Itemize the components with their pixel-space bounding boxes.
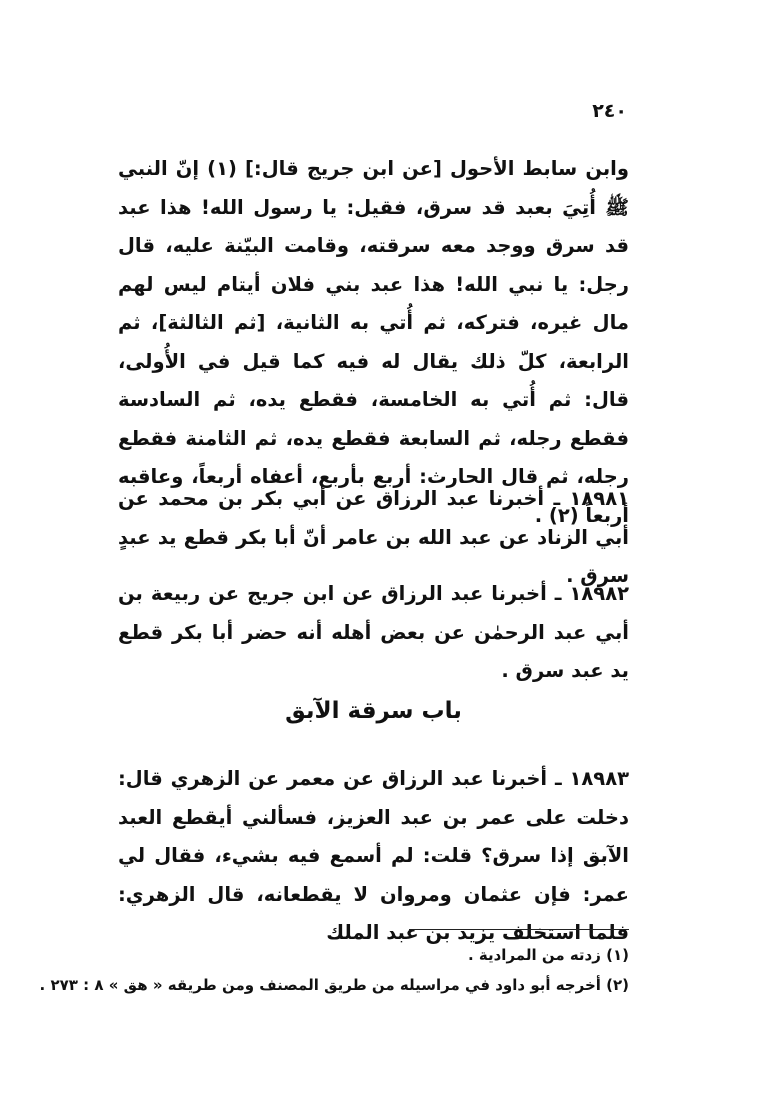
paragraph-18983: ١٨٩٨٣ ـ أخبرنا عبد الرزاق عن معمر عن الزهري قال: دخلت على عمر بن عبد العزيز، فسألني أيقطع العبد الآبق إذا سرق؟ قلت: لم أسمع فيه بشيء، فقال لي عمر: فإن عثمان ومروان لا يقطعانه، قال الزهري: فلما استخلف يزيد بن عبد الملك <box>118 767 629 944</box>
paragraph-18981: ١٨٩٨١ ـ أخبرنا عبد الرزاق عن أبي بكر بن محمد عن أبي الزناد عن عبد الله بن عامر أنّ أبا بكر قطع يد عبدٍ سرق . <box>118 487 629 587</box>
paragraph-18982: ١٨٩٨٢ ـ أخبرنا عبد الرزاق عن ابن جريج عن ربيعة بن أبي عبد الرحمٰن عن بعض أهله أنه حضر أبا بكر قطع يد عبد سرق . <box>118 582 629 682</box>
footnotes <box>39 940 629 1000</box>
footnote-1: (١) زدته من المرادية . <box>467 946 629 964</box>
footnote-2: (٢) أخرجه أبو داود في مراسيله من طريق المصنف ومن طريقه « هق » ٨ : ٢٧٣ . <box>39 976 629 994</box>
footnote-divider <box>409 929 629 930</box>
paragraph-continuation: وابن سابط الأحول [عن ابن جريج قال:] (١) إنّ النبي ﷺ أُتِيَ بعبد قد سرق، فقيل: يا رسول الله! هذا عبد قد سرق ووجد معه سرقته، وقامت البيّنة عليه، قال رجل: يا نبي الله! هذا عبد بني فلان أيتام ليس لهم مال غيره، فتركه، ثم أُتي به الثانية، [ثم الثالثة]، ثم الرابعة، كلّ ذلك يقال له فيه كما قيل في الأُولى، قال: ثم أُتي به الخامسة، فقطع يده، ثم السادسة فقطع رجله، ثم السابعة فقطع يده، ثم الثامنة فقطع رجله، ثم قال الحارث: أربع بأربع، أعفاه أربعاً، وعاقبه أربعاً (٢) . <box>118 157 629 527</box>
section-heading: باب سرقة الآبق <box>285 698 462 724</box>
page-number: ٢٤٠ <box>592 100 627 122</box>
